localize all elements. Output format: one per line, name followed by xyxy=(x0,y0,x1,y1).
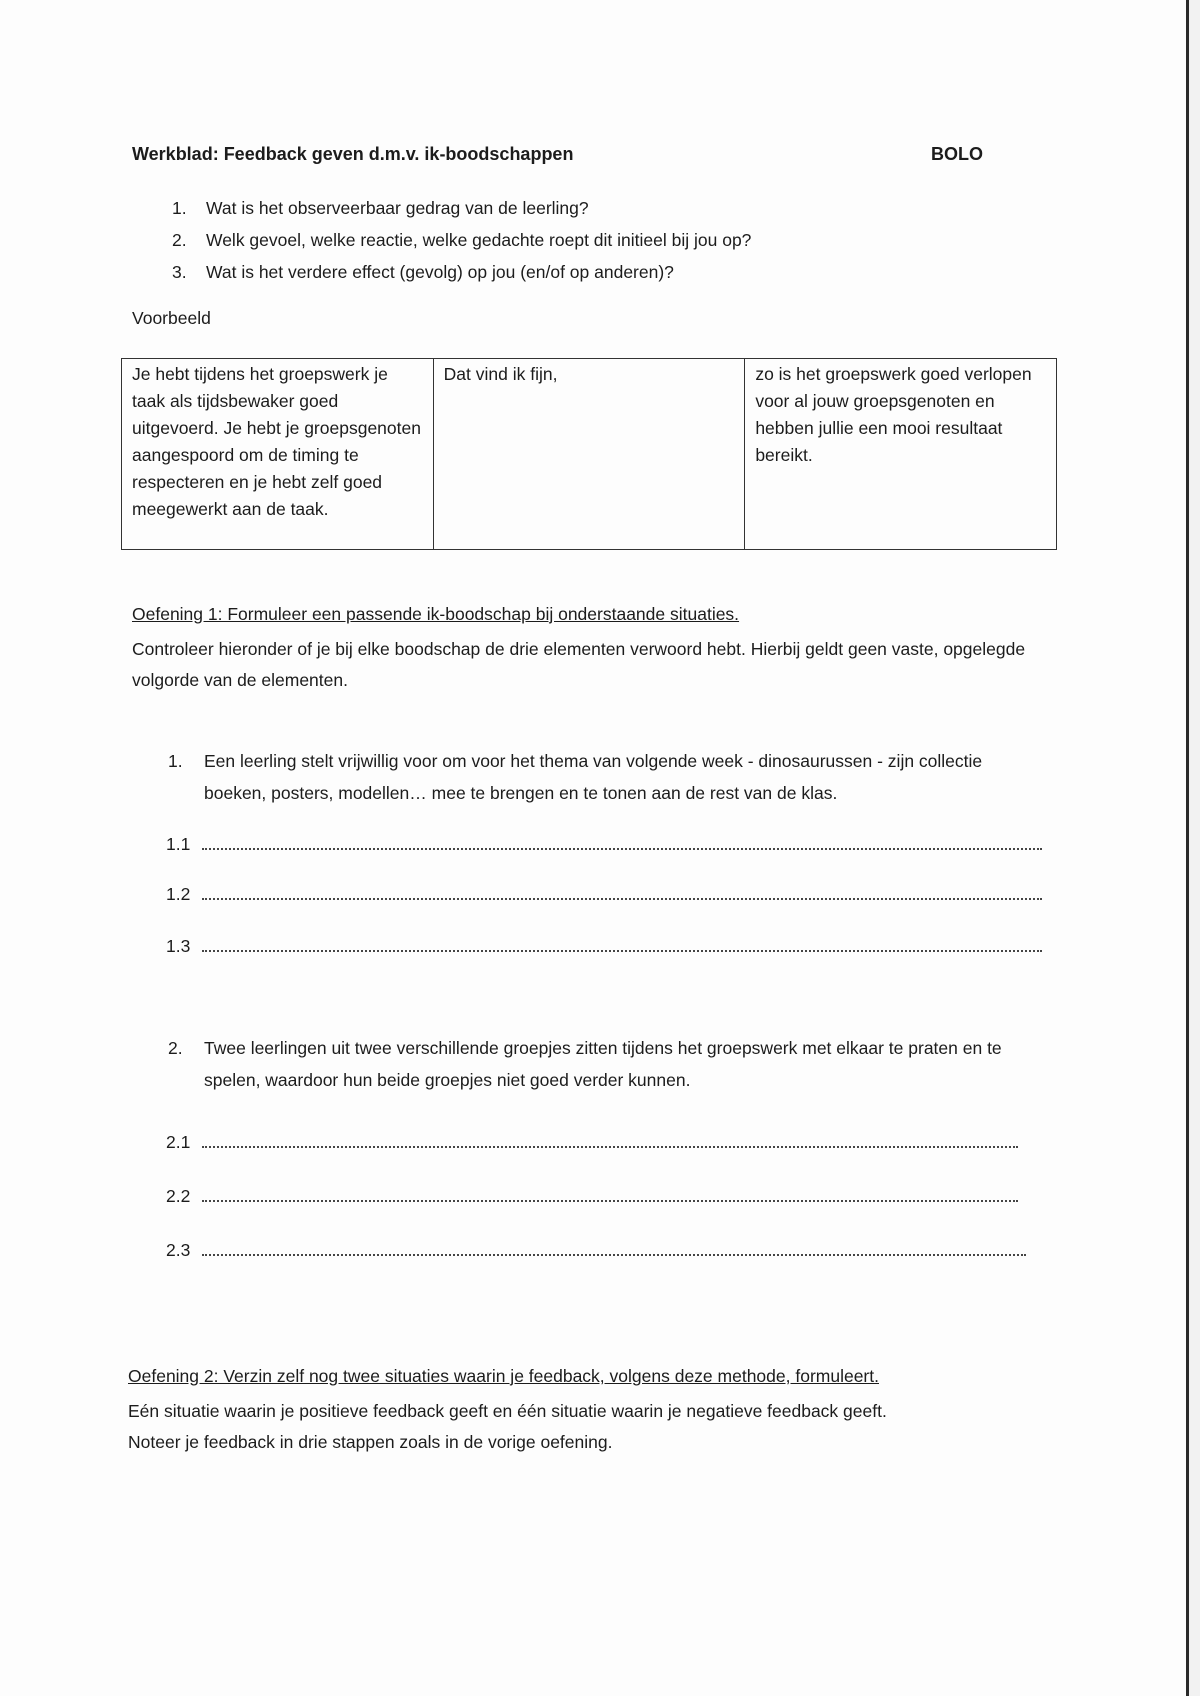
list-item xyxy=(172,192,751,224)
situation-text: Een leerling stelt vrijwillig voor om voor het thema van volgende week - dinosaurussen - zijn collectie boeken, posters, modellen… mee te brengen en te tonen aan de rest van de klas. xyxy=(204,751,983,803)
table-row xyxy=(122,359,1057,550)
exercise2-instructions xyxy=(128,1396,1048,1458)
situation-1 xyxy=(168,745,1024,809)
answer-label: 1.3 xyxy=(166,936,191,956)
scan-margin xyxy=(1189,0,1200,1696)
answer-line-2-3[interactable] xyxy=(166,1238,1026,1261)
example-cell-behaviour: Je hebt tijdens het groepswerk je taak als tijdsbewaker goed uitgevoerd. Je hebt je groepsgenoten aangespoord om de timing te respecteren en je hebt zelf goed meegewerkt aan de taak. xyxy=(122,359,434,550)
exercise1-title: Oefening 1: Formuleer een passende ik-boodschap bij onderstaande situaties. xyxy=(132,604,740,624)
question-number: 2. xyxy=(172,230,187,250)
question-text: Wat is het verdere effect (gevolg) op jou (en/of op anderen)? xyxy=(206,262,674,282)
example-heading: Voorbeeld xyxy=(132,308,211,328)
question-text: Welk gevoel, welke reactie, welke gedachte roept dit initieel bij jou op? xyxy=(206,230,752,250)
situation-2 xyxy=(168,1032,1024,1096)
answer-dotted-line[interactable] xyxy=(202,832,1042,850)
situation-number: 2. xyxy=(168,1038,183,1058)
answer-line-1-3[interactable] xyxy=(166,934,1042,957)
example-cell-feeling: Dat vind ik fijn, xyxy=(433,359,745,550)
list-item xyxy=(172,224,751,256)
exercise2-line-2: Noteer je feedback in drie stappen zoals in de vorige oefening. xyxy=(128,1432,613,1452)
answer-label: 2.2 xyxy=(166,1186,191,1206)
answer-dotted-line[interactable] xyxy=(202,1130,1018,1148)
answer-line-2-2[interactable] xyxy=(166,1184,1018,1207)
answer-label: 1.2 xyxy=(166,884,191,904)
answer-label: 1.1 xyxy=(166,834,191,854)
answer-dotted-line[interactable] xyxy=(202,1238,1026,1256)
answer-line-1-2[interactable] xyxy=(166,882,1042,905)
exercise1-instructions: Controleer hieronder of je bij elke boodschap de drie elementen verwoord hebt. Hierbij geldt geen vaste, opgelegde volgorde van de elementen. xyxy=(132,639,1026,690)
guiding-questions-list xyxy=(172,192,751,288)
page-title: Werkblad: Feedback geven d.m.v. ik-boodschappen xyxy=(132,144,574,164)
example-cell-effect: zo is het groepswerk goed verlopen voor al jouw groepsgenoten en hebben jullie een mooi resultaat bereikt. xyxy=(745,359,1057,550)
answer-label: 2.1 xyxy=(166,1132,191,1152)
exercise2-line-1: Eén situatie waarin je positieve feedback geeft en één situatie waarin je negatieve feedback geeft. xyxy=(128,1401,887,1421)
situation-number: 1. xyxy=(168,751,183,771)
list-item xyxy=(172,256,751,288)
question-text: Wat is het observeerbaar gedrag van de leerling? xyxy=(206,198,589,218)
example-table xyxy=(121,358,1057,550)
answer-dotted-line[interactable] xyxy=(202,882,1042,900)
question-number: 3. xyxy=(172,262,187,282)
situation-text: Twee leerlingen uit twee verschillende groepjes zitten tijdens het groepswerk met elkaar te praten en te spelen, waardoor hun beide groepjes niet goed verder kunnen. xyxy=(204,1038,1002,1090)
question-number: 1. xyxy=(172,198,187,218)
answer-line-1-1[interactable] xyxy=(166,832,1042,855)
answer-line-2-1[interactable] xyxy=(166,1130,1018,1153)
answer-dotted-line[interactable] xyxy=(202,934,1042,952)
exercise2-title: Oefening 2: Verzin zelf nog twee situaties waarin je feedback, volgens deze methode, formuleert. xyxy=(128,1366,879,1386)
answer-label: 2.3 xyxy=(166,1240,191,1260)
answer-dotted-line[interactable] xyxy=(202,1184,1018,1202)
course-badge: BOLO xyxy=(931,144,983,164)
